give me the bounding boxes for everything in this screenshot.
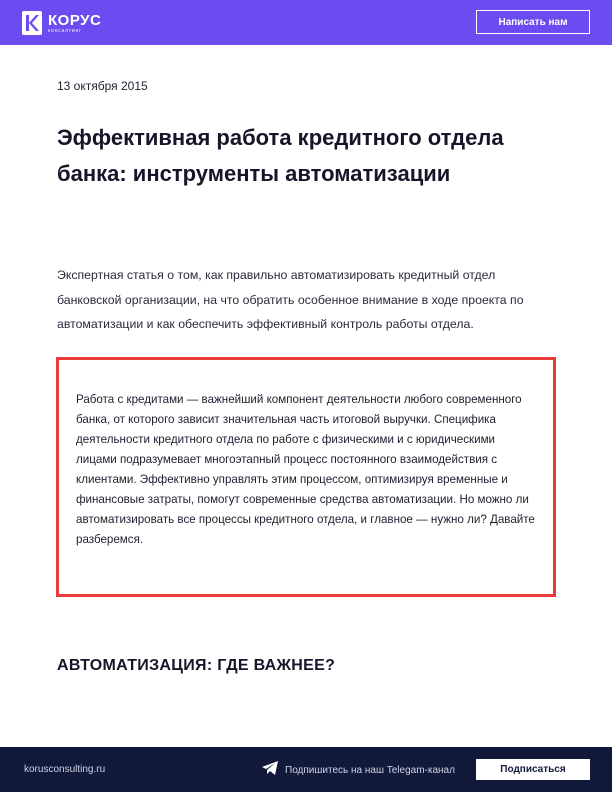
article-lead: Экспертная статья о том, как правильно автоматизировать кредитный отдел банковской организации, на что обратить особенное внимание в ходе проекта по автоматизации и как обеспечить эффективный контроль работы отдела. — [57, 268, 524, 331]
logo-subtitle: консалтинг — [48, 27, 82, 34]
highlighted-intro-box — [56, 357, 556, 597]
intro-paragraph: Работа с кредитами — важнейший компонент деятельности любого современного банка, от которого зависит значительная часть итоговой выручки. Специфика деятельности кредитного отдела по работе с физическими и с юридическими лицами подразумевает многоэтапный процесс постоянного взаимодействия с клиентами. Эффективно управлять этим процессом, оптимизируя временные и финансовые затраты, помогут современные средства автоматизации. Но можно ли автоматизировать все процессы кредитного отдела, и главное — нужно ли? Давайте разберемся. — [76, 393, 535, 546]
korus-logo[interactable] — [22, 10, 101, 36]
telegram-label: Подпишитесь на наш Telegam-канал — [285, 765, 455, 776]
site-link[interactable]: korusconsulting.ru — [24, 764, 106, 775]
logo-text — [48, 13, 101, 34]
article-date: 13 октября 2015 — [57, 79, 148, 93]
footer-bar — [0, 747, 612, 792]
telegram-icon — [262, 761, 278, 780]
top-bar — [0, 0, 612, 45]
section-heading: АВТОМАТИЗАЦИЯ: ГДЕ ВАЖНЕЕ? — [57, 657, 336, 674]
telegram-link[interactable] — [262, 761, 455, 780]
contact-us-button[interactable]: Написать нам — [476, 10, 590, 34]
subscribe-button[interactable]: Подписаться — [476, 759, 590, 780]
logo-name: КОРУС — [48, 11, 102, 29]
korus-logo-icon — [22, 11, 42, 35]
article-title: Эффективная работа кредитного отдела банка: инструменты автоматизации — [57, 125, 504, 186]
